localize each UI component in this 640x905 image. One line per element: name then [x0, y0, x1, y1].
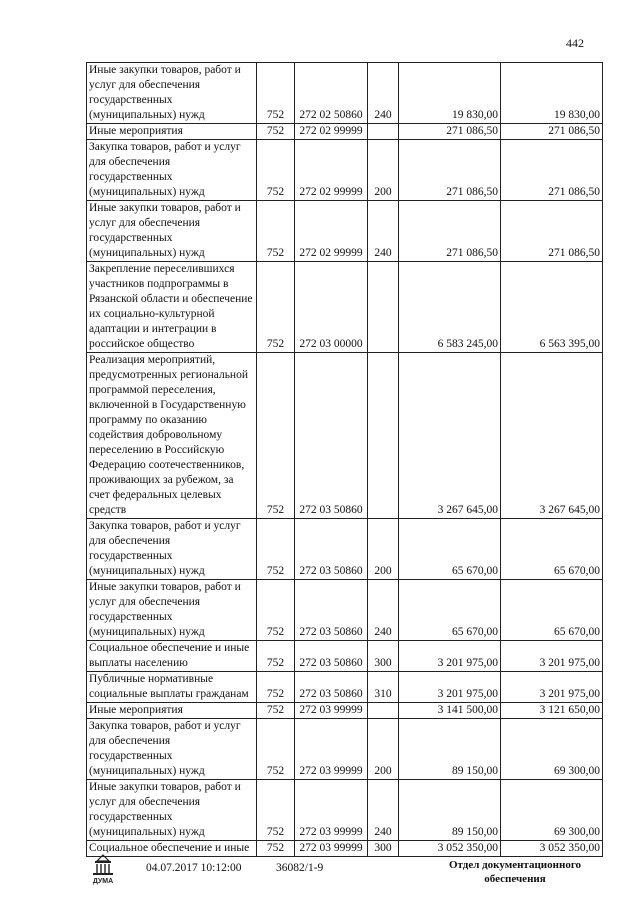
vr-cell: 240 — [368, 63, 399, 124]
footer-department-line1: Отдел документационного — [448, 859, 582, 871]
csr-cell: 272 02 99999 — [295, 201, 368, 262]
row-name-line: Иные закупки товаров, работ и — [89, 781, 241, 793]
row-name-line: Реализация мероприятий, — [89, 354, 216, 366]
row-name-line: программу по оказанию — [89, 414, 207, 426]
row-name-line: Иные мероприятия — [89, 125, 183, 137]
budget-table-body — [87, 63, 603, 857]
footer-date: 04.07.2017 10:12:00 — [146, 862, 242, 874]
csr-cell: 272 02 99999 — [295, 140, 368, 201]
sum-2018-cell: 65 670,00 — [501, 519, 603, 580]
row-name-line: (муниципальных) нужд — [89, 626, 205, 638]
table-row — [87, 124, 603, 140]
row-name-line: для обеспечения — [89, 735, 171, 747]
code-cell: 752 — [257, 703, 295, 719]
sum-2017-cell: 271 086,50 — [399, 201, 501, 262]
row-name-line: (муниципальных) нужд — [89, 109, 205, 121]
sum-2018-cell: 3 267 645,00 — [501, 353, 603, 519]
sum-2018-cell: 69 300,00 — [501, 719, 603, 780]
table-row — [87, 262, 603, 353]
row-name-line: Социальное обеспечение и иные — [89, 642, 250, 654]
duma-logo-icon — [86, 852, 120, 886]
row-name-line: их социально-культурной — [89, 308, 215, 320]
row-name-line: Федерацию соотечественников, — [89, 459, 245, 471]
code-cell: 752 — [257, 519, 295, 580]
sum-2018-cell: 3 201 975,00 — [501, 641, 603, 672]
row-name-line: содействия добровольному — [89, 429, 223, 441]
csr-cell: 272 03 50860 — [295, 641, 368, 672]
row-name-line: (муниципальных) нужд — [89, 765, 205, 777]
code-cell: 752 — [257, 63, 295, 124]
code-cell: 752 — [257, 124, 295, 140]
table-row — [87, 140, 603, 201]
csr-cell: 272 03 00000 — [295, 262, 368, 353]
sum-2017-cell: 271 086,50 — [399, 140, 501, 201]
sum-2017-cell: 65 670,00 — [399, 519, 501, 580]
row-name-line: выплаты населению — [89, 657, 188, 669]
row-name-line: для обеспечения — [89, 156, 171, 168]
table-row — [87, 353, 603, 519]
vr-cell: 310 — [368, 672, 399, 703]
row-name-cell — [87, 519, 257, 580]
csr-cell: 272 03 50860 — [295, 519, 368, 580]
sum-2017-cell: 3 201 975,00 — [399, 641, 501, 672]
row-name-cell — [87, 63, 257, 124]
budget-table — [86, 62, 603, 857]
sum-2018-cell: 6 563 395,00 — [501, 262, 603, 353]
row-name-line: российское общество — [89, 338, 195, 350]
vr-cell: 240 — [368, 201, 399, 262]
sum-2018-cell: 271 086,50 — [501, 140, 603, 201]
row-name-line: государственных — [89, 94, 173, 106]
sum-2017-cell: 6 583 245,00 — [399, 262, 501, 353]
row-name-line: Иные мероприятия — [89, 704, 183, 716]
footer-department — [440, 858, 590, 886]
vr-cell — [368, 262, 399, 353]
table-row — [87, 580, 603, 641]
code-cell: 752 — [257, 262, 295, 353]
vr-cell: 200 — [368, 519, 399, 580]
sum-2018-cell: 271 086,50 — [501, 124, 603, 140]
sum-2017-cell: 3 052 350,00 — [399, 841, 501, 857]
code-cell: 752 — [257, 641, 295, 672]
row-name-line: программой переселения, — [89, 384, 216, 396]
table-row — [87, 780, 603, 841]
row-name-line: Иные закупки товаров, работ и — [89, 202, 241, 214]
row-name-line: услуг для обеспечения — [89, 217, 201, 229]
row-name-line: проживающих за рубежом, за — [89, 474, 234, 486]
footer-department-line2: обеспечения — [484, 873, 546, 885]
code-cell: 752 — [257, 672, 295, 703]
table-row — [87, 641, 603, 672]
row-name-line: Закупка товаров, работ и услуг — [89, 141, 241, 153]
sum-2018-cell: 3 121 650,00 — [501, 703, 603, 719]
vr-cell: 200 — [368, 140, 399, 201]
table-row — [87, 63, 603, 124]
vr-cell: 300 — [368, 841, 399, 857]
row-name-line: Публичные нормативные — [89, 673, 214, 685]
row-name-line: Закрепление переселившихся — [89, 263, 235, 275]
sum-2018-cell: 19 830,00 — [501, 63, 603, 124]
sum-2018-cell: 69 300,00 — [501, 780, 603, 841]
table-row — [87, 201, 603, 262]
vr-cell: 240 — [368, 580, 399, 641]
table-row — [87, 519, 603, 580]
row-name-cell — [87, 580, 257, 641]
table-row — [87, 841, 603, 857]
code-cell: 752 — [257, 780, 295, 841]
sum-2018-cell: 271 086,50 — [501, 201, 603, 262]
row-name-cell — [87, 140, 257, 201]
row-name-line: государственных — [89, 611, 173, 623]
code-cell: 752 — [257, 353, 295, 519]
csr-cell: 272 02 99999 — [295, 124, 368, 140]
row-name-line: государственных — [89, 232, 173, 244]
code-cell: 752 — [257, 201, 295, 262]
row-name-line: Рязанской области и обеспечение — [89, 293, 253, 305]
sum-2018-cell: 3 201 975,00 — [501, 672, 603, 703]
row-name-cell — [87, 641, 257, 672]
row-name-line: адаптации и интеграции в — [89, 323, 217, 335]
row-name-line: включенной в Государственную — [89, 399, 246, 411]
sum-2017-cell: 271 086,50 — [399, 124, 501, 140]
code-cell: 752 — [257, 719, 295, 780]
csr-cell: 272 03 99999 — [295, 841, 368, 857]
csr-cell: 272 03 50860 — [295, 580, 368, 641]
row-name-line: услуг для обеспечения — [89, 796, 201, 808]
vr-cell: 240 — [368, 780, 399, 841]
csr-cell: 272 03 99999 — [295, 719, 368, 780]
csr-cell: 272 03 99999 — [295, 703, 368, 719]
row-name-cell — [87, 719, 257, 780]
sum-2017-cell: 3 141 500,00 — [399, 703, 501, 719]
page-number: 442 — [566, 36, 584, 50]
sum-2017-cell: 89 150,00 — [399, 780, 501, 841]
row-name-line: Закупка товаров, работ и услуг — [89, 720, 241, 732]
vr-cell: 300 — [368, 641, 399, 672]
sum-2018-cell: 3 052 350,00 — [501, 841, 603, 857]
code-cell: 752 — [257, 841, 295, 857]
row-name-cell — [87, 672, 257, 703]
footer-doc-number: 36082/1-9 — [276, 862, 324, 874]
table-row — [87, 719, 603, 780]
row-name-cell — [87, 353, 257, 519]
row-name-cell — [87, 780, 257, 841]
csr-cell: 272 03 50860 — [295, 353, 368, 519]
row-name-line: Иные закупки товаров, работ и — [89, 581, 241, 593]
row-name-line: счет федеральных целевых — [89, 489, 222, 501]
row-name-line: Закупка товаров, работ и услуг — [89, 520, 241, 532]
sum-2017-cell: 65 670,00 — [399, 580, 501, 641]
vr-cell — [368, 124, 399, 140]
vr-cell: 200 — [368, 719, 399, 780]
sum-2018-cell: 65 670,00 — [501, 580, 603, 641]
row-name-line: (муниципальных) нужд — [89, 826, 205, 838]
row-name-cell — [87, 703, 257, 719]
row-name-line: Иные закупки товаров, работ и — [89, 64, 241, 76]
vr-cell — [368, 703, 399, 719]
sum-2017-cell: 19 830,00 — [399, 63, 501, 124]
vr-cell — [368, 353, 399, 519]
row-name-line: (муниципальных) нужд — [89, 186, 205, 198]
logo-text: ДУМА — [92, 878, 114, 885]
row-name-line: средств — [89, 504, 127, 516]
row-name-line: для обеспечения — [89, 535, 171, 547]
row-name-line: государственных — [89, 750, 173, 762]
row-name-line: государственных — [89, 171, 173, 183]
sum-2017-cell: 3 201 975,00 — [399, 672, 501, 703]
code-cell: 752 — [257, 580, 295, 641]
row-name-line: государственных — [89, 811, 173, 823]
row-name-cell — [87, 262, 257, 353]
csr-cell: 272 03 99999 — [295, 780, 368, 841]
csr-cell: 272 03 50860 — [295, 672, 368, 703]
row-name-line: услуг для обеспечения — [89, 79, 201, 91]
row-name-line: участников подпрограммы в — [89, 278, 229, 290]
row-name-line: предусмотренных региональной — [89, 369, 248, 381]
row-name-line: Социальное обеспечение и иные — [89, 842, 250, 854]
row-name-line: услуг для обеспечения — [89, 596, 201, 608]
row-name-line: (муниципальных) нужд — [89, 247, 205, 259]
row-name-line: государственных — [89, 550, 173, 562]
sum-2017-cell: 3 267 645,00 — [399, 353, 501, 519]
row-name-line: переселению в Российскую — [89, 444, 225, 456]
row-name-cell — [87, 201, 257, 262]
csr-cell: 272 02 50860 — [295, 63, 368, 124]
table-row — [87, 672, 603, 703]
row-name-line: социальные выплаты гражданам — [89, 688, 249, 700]
row-name-line: (муниципальных) нужд — [89, 565, 205, 577]
sum-2017-cell: 89 150,00 — [399, 719, 501, 780]
row-name-cell — [87, 124, 257, 140]
table-row — [87, 703, 603, 719]
code-cell: 752 — [257, 140, 295, 201]
